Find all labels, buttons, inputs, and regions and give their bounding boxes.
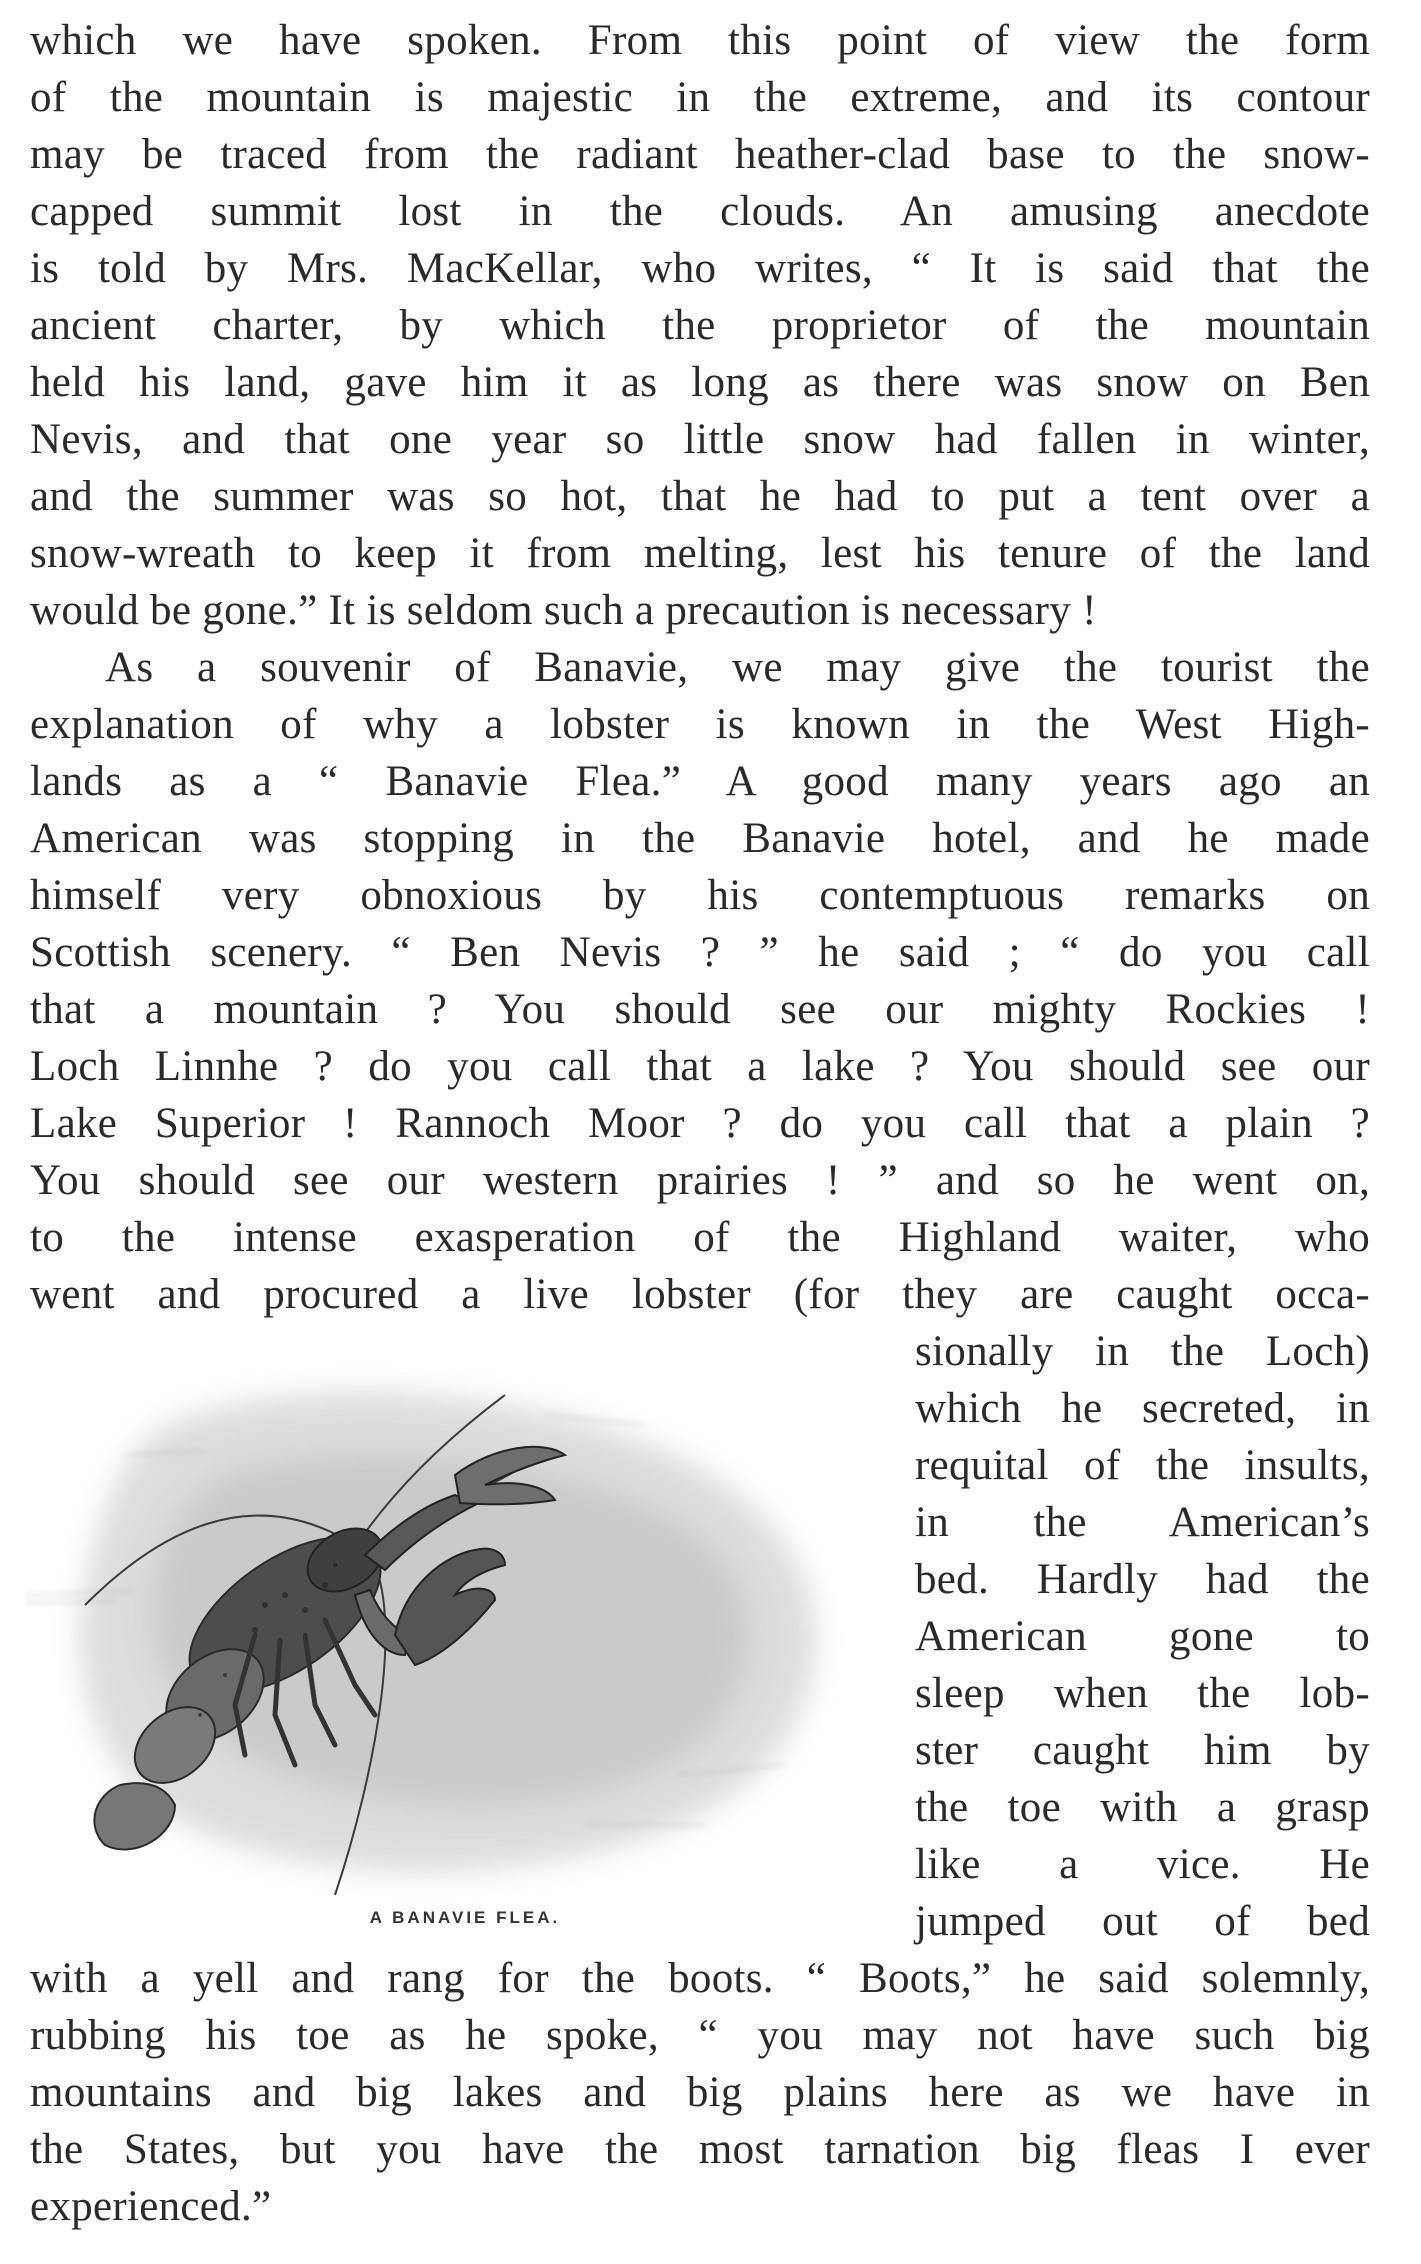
text-line: American was stopping in the Banavie hotel, and he made [30, 815, 1370, 862]
figure-caption: A BANAVIE FLEA. [369, 1908, 561, 1927]
text-line: requital of the insults, [915, 1442, 1370, 1489]
text-line: sleep when the lob- [915, 1670, 1370, 1717]
text-line: sionally in the Loch) [915, 1328, 1370, 1375]
text-line: jumped out of bed [915, 1898, 1370, 1945]
text-line: American gone to [915, 1613, 1370, 1660]
text-line: which he secreted, in [915, 1385, 1370, 1432]
text-line: Lake Superior ! Rannoch Moor ? do you call that a plain ? [30, 1100, 1370, 1147]
text-line: would be gone.” It is seldom such a precaution is necessary ! [30, 587, 1097, 634]
text-line: Scottish scenery. “ Ben Nevis ? ” he said ; “ do you call [30, 929, 1370, 976]
text-line: lands as a “ Banavie Flea.” A good many years ago an [30, 758, 1370, 805]
text-line: that a mountain ? You should see our mighty Rockies ! [30, 986, 1370, 1033]
lobster-icon [25, 1355, 895, 1915]
text-line: the States, but you have the most tarnation big fleas I ever [30, 2126, 1370, 2173]
text-line: ster caught him by [915, 1727, 1370, 1774]
text-line: Loch Linnhe ? do you call that a lake ? You should see our [30, 1043, 1370, 1090]
text-line: You should see our western prairies ! ” and so he went on, [30, 1157, 1370, 1204]
text-line: held his land, gave him it as long as there was snow on Ben [30, 359, 1370, 406]
text-line: like a vice. He [915, 1841, 1370, 1888]
text-line: is told by Mrs. MacKellar, who writes, “ It is said that the [30, 245, 1370, 292]
text-line: Nevis, and that one year so little snow had fallen in winter, [30, 416, 1370, 463]
text-line: rubbing his toe as he spoke, “ you may not have such big [30, 2012, 1370, 2059]
text-line: As a souvenir of Banavie, we may give the tourist the [105, 644, 1370, 691]
text-line: to the intense exasperation of the Highland waiter, who [30, 1214, 1370, 1261]
lobster-illustration [25, 1355, 895, 1915]
text-line: with a yell and rang for the boots. “ Boots,” he said solemnly, [30, 1955, 1370, 2002]
text-line: snow-wreath to keep it from melting, lest his tenure of the land [30, 530, 1370, 577]
text-line: which we have spoken. From this point of view the form [30, 17, 1370, 64]
text-line: himself very obnoxious by his contemptuous remarks on [30, 872, 1370, 919]
text-line: bed. Hardly had the [915, 1556, 1370, 1603]
text-line: may be traced from the radiant heather-clad base to the snow- [30, 131, 1370, 178]
text-line: experienced.” [30, 2183, 272, 2230]
text-line: mountains and big lakes and big plains here as we have in [30, 2069, 1370, 2116]
text-line: explanation of why a lobster is known in the West High- [30, 701, 1370, 748]
text-line: in the American’s [915, 1499, 1370, 1546]
text-line: and the summer was so hot, that he had to put a tent over a [30, 473, 1370, 520]
text-line: the toe with a grasp [915, 1784, 1370, 1831]
text-line: of the mountain is majestic in the extreme, and its contour [30, 74, 1370, 121]
text-line: went and procured a live lobster (for they are caught occa- [30, 1271, 1370, 1318]
text-line: capped summit lost in the clouds. An amusing anecdote [30, 188, 1370, 235]
text-line: ancient charter, by which the proprietor of the mountain [30, 302, 1370, 349]
